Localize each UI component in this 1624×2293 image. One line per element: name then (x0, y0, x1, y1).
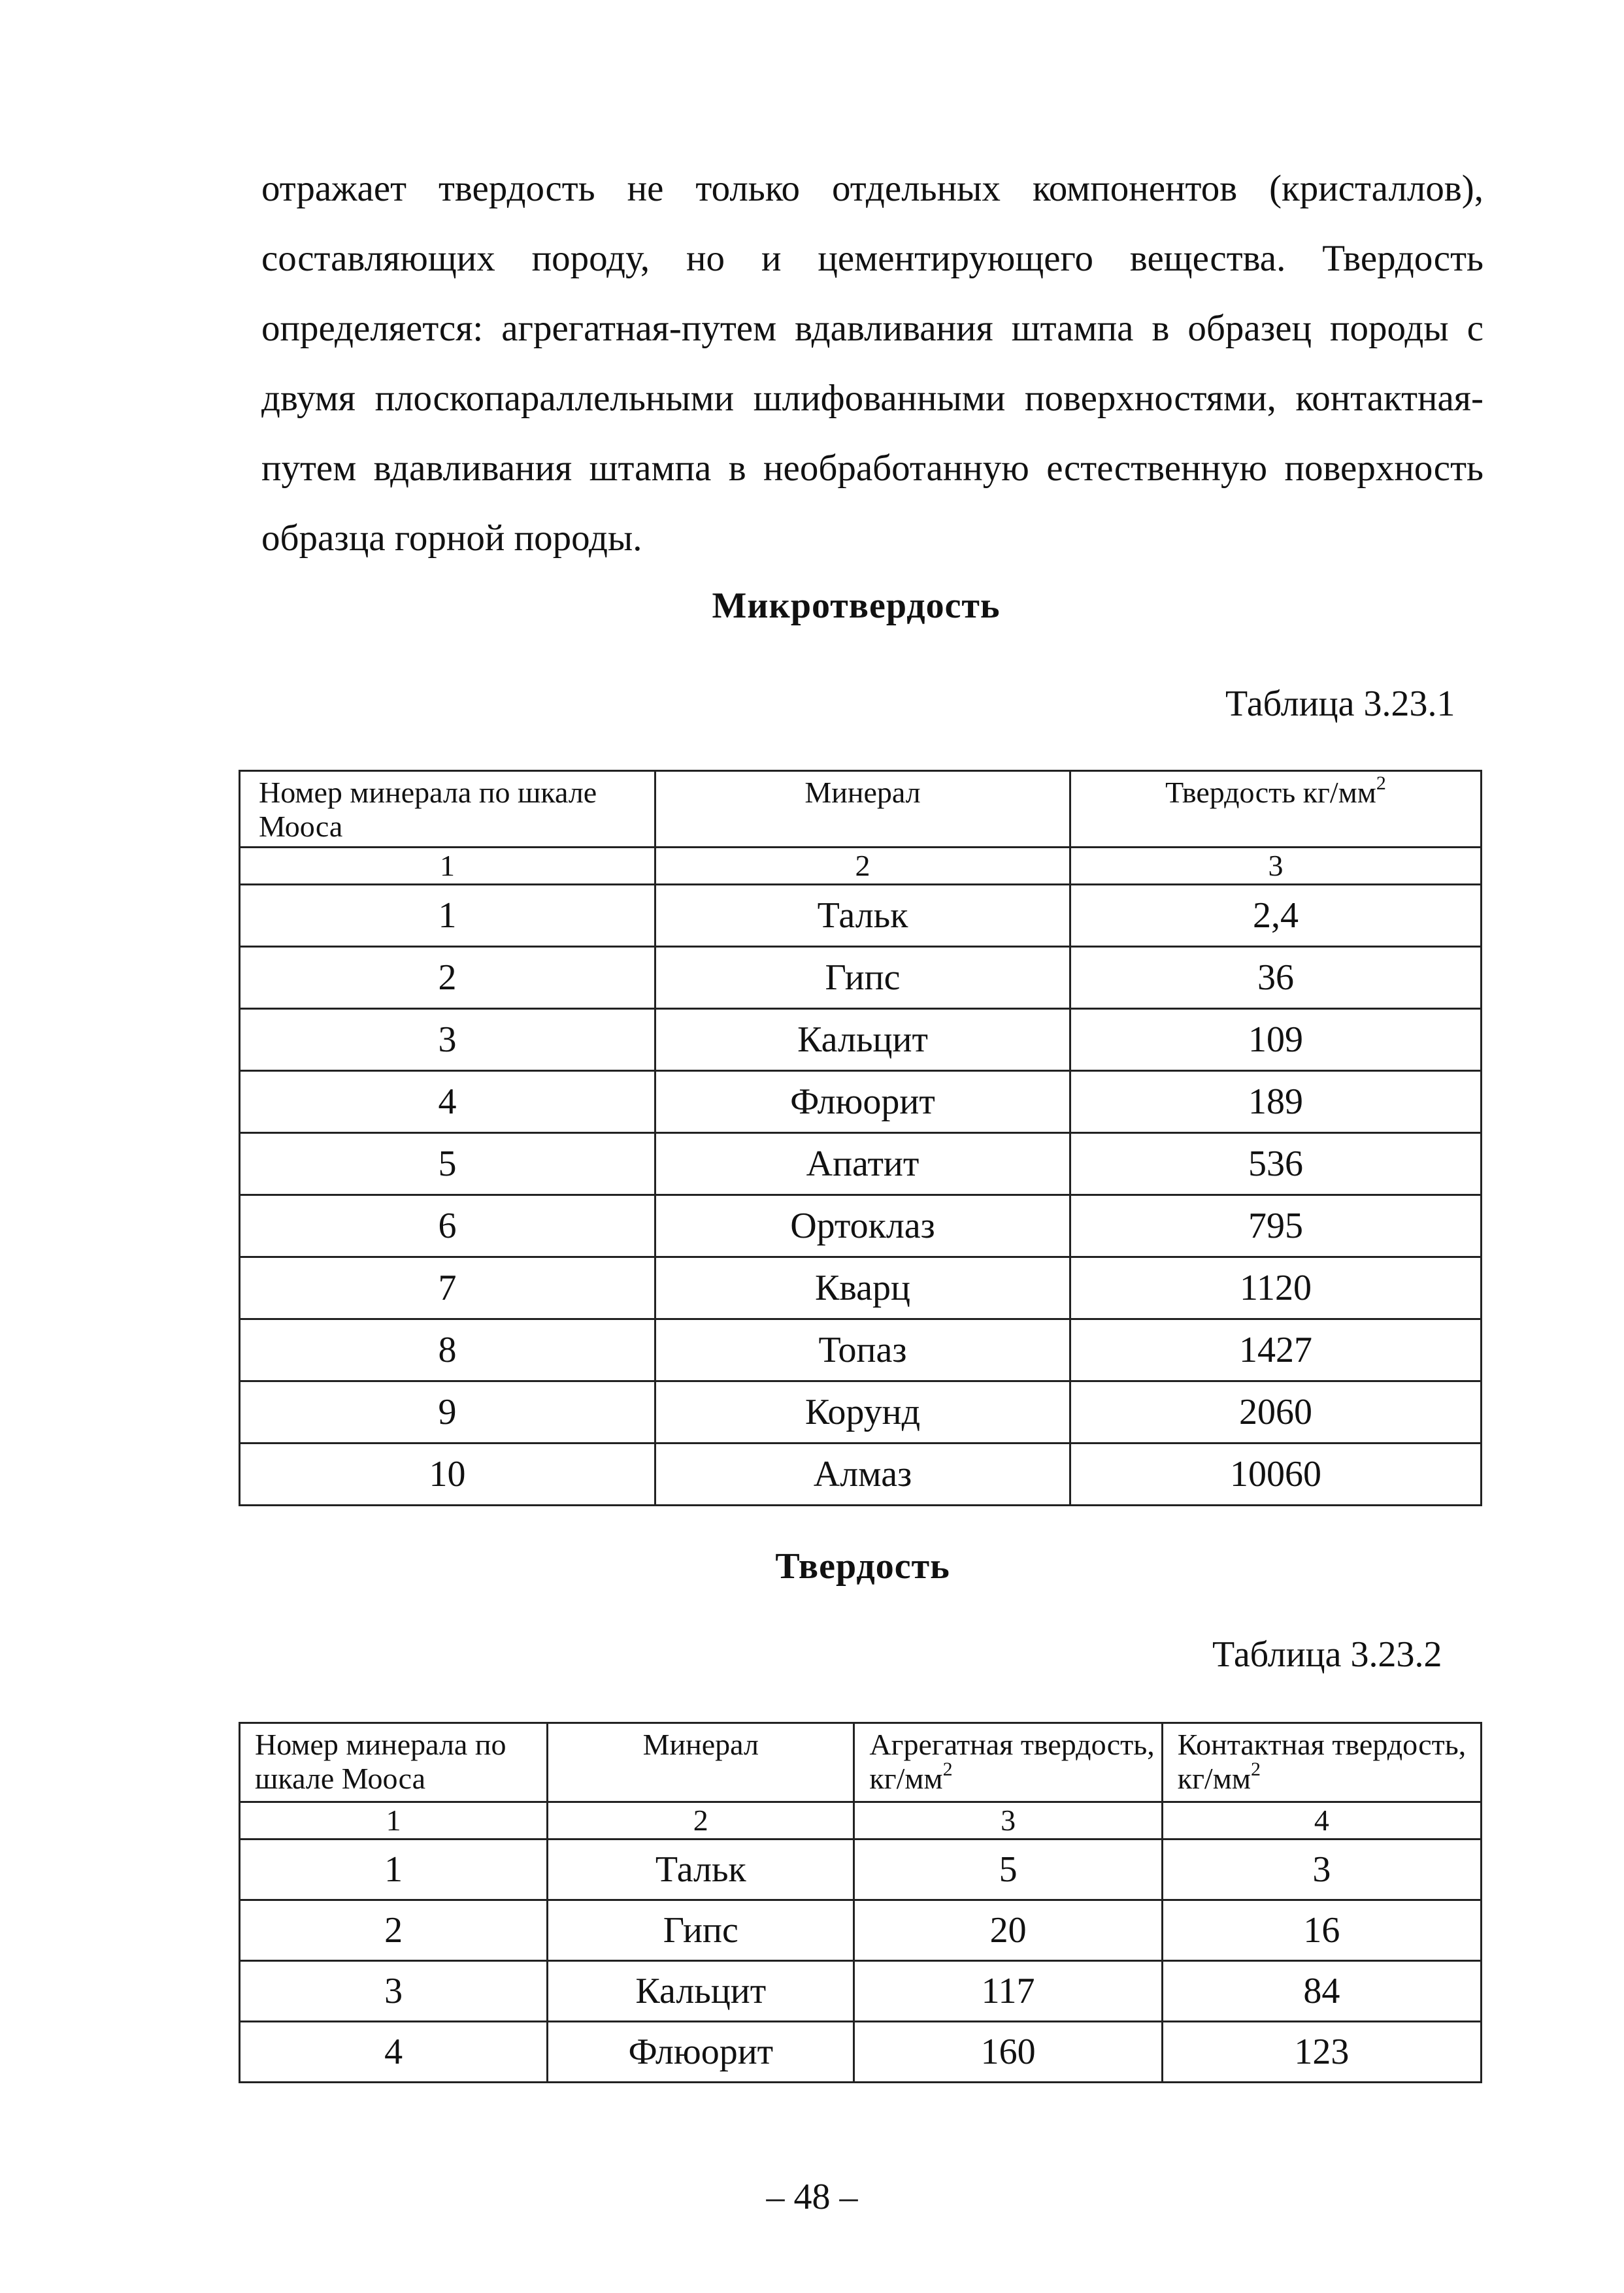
hardness-cell: 1427 (1070, 1319, 1482, 1381)
mineral-cell: Топаз (655, 1319, 1070, 1381)
mineral-cell: Апатит (655, 1133, 1070, 1195)
header-hardness: Твердость $кг/мм^2$ (1070, 771, 1482, 848)
aggregate-hardness-cell: 160 (854, 2022, 1162, 2083)
mineral-cell: Алмаз (655, 1443, 1070, 1506)
aggregate-hardness-cell: 5 (854, 1839, 1162, 1900)
mineral-cell: Флюорит (548, 2022, 854, 2083)
mohs-number-cell: 1 (240, 885, 655, 947)
column-number: 3 (854, 1802, 1162, 1839)
table-row (240, 1443, 1482, 1506)
mineral-cell: Флюорит (655, 1071, 1070, 1133)
mineral-cell: Кальцит (655, 1009, 1070, 1071)
mohs-number-cell: 1 (240, 1839, 548, 1900)
hardness-cell: 2,4 (1070, 885, 1482, 947)
header-mohs-number: Номер минерала по шкале Мооса (240, 771, 655, 848)
hardness-table (239, 1722, 1482, 2083)
mohs-number-cell: 9 (240, 1381, 655, 1443)
contact-hardness-cell: 123 (1162, 2022, 1481, 2083)
mineral-cell: Гипс (655, 947, 1070, 1009)
contact-hardness-cell: 16 (1162, 1900, 1481, 1961)
table-row (240, 1961, 1482, 2022)
table-row (240, 1381, 1482, 1443)
table-row (240, 1839, 1482, 1900)
header-mineral: Минерал (655, 771, 1070, 848)
column-number: 3 (1070, 848, 1482, 885)
table-header-row (240, 1723, 1482, 1802)
column-number: 2 (655, 848, 1070, 885)
hardness-cell: 189 (1070, 1071, 1482, 1133)
mineral-cell: Корунд (655, 1381, 1070, 1443)
mohs-number-cell: 4 (240, 1071, 655, 1133)
column-number: 2 (548, 1802, 854, 1839)
column-number: 4 (1162, 1802, 1481, 1839)
section-heading-microhardness: Микротвердость (712, 586, 1001, 626)
column-number: 1 (240, 1802, 548, 1839)
mineral-cell: Тальк (655, 885, 1070, 947)
column-number: 1 (240, 848, 655, 885)
table-row (240, 1195, 1482, 1257)
hardness-cell: 1120 (1070, 1257, 1482, 1319)
table-row (240, 885, 1482, 947)
table-row (240, 2022, 1482, 2083)
mineral-cell: Гипс (548, 1900, 854, 1961)
mineral-cell: Кальцит (548, 1961, 854, 2022)
table-caption-1: Таблица 3.23.1 (1225, 684, 1455, 724)
table-header-row (240, 771, 1482, 848)
body-paragraph: отражает твердость не только отдельных компонентов (кристаллов), составляющих породу, но и цементирующего вещества. Твердость определяется: агрегатная-путем вдавливания штампа в образец породы с двумя плоскопараллельными шлифованными поверхностями, контактная-путем вдавливания штампа в необработанную естественную поверхность образца горной породы. (261, 168, 1483, 559)
mohs-number-cell: 5 (240, 1133, 655, 1195)
header-mohs-number: Номер минерала по шкале Мооса (240, 1723, 548, 1802)
section-heading-hardness: Твердость (775, 1546, 950, 1587)
mohs-number-cell: 6 (240, 1195, 655, 1257)
mohs-number-cell: 3 (240, 1009, 655, 1071)
mineral-cell: Ортоклаз (655, 1195, 1070, 1257)
mohs-number-cell: 2 (240, 1900, 548, 1961)
aggregate-hardness-cell: 20 (854, 1900, 1162, 1961)
table-row (240, 1319, 1482, 1381)
contact-hardness-cell: 84 (1162, 1961, 1481, 2022)
table-caption-2: Таблица 3.23.2 (1212, 1634, 1442, 1675)
hardness-cell: 536 (1070, 1133, 1482, 1195)
table-row (240, 1133, 1482, 1195)
column-number-row (240, 1802, 1482, 1839)
page-number: – 48 – (766, 2177, 858, 2217)
mohs-number-cell: 10 (240, 1443, 655, 1506)
microhardness-table (239, 770, 1482, 1506)
hardness-cell: 10060 (1070, 1443, 1482, 1506)
table-row (240, 1071, 1482, 1133)
hardness-cell: 2060 (1070, 1381, 1482, 1443)
table-row (240, 1257, 1482, 1319)
table-row (240, 947, 1482, 1009)
mohs-number-cell: 8 (240, 1319, 655, 1381)
mohs-number-cell: 4 (240, 2022, 548, 2083)
header-mineral: Минерал (548, 1723, 854, 1802)
table-row (240, 1009, 1482, 1071)
aggregate-hardness-cell: 117 (854, 1961, 1162, 2022)
table-row (240, 1900, 1482, 1961)
hardness-cell: 109 (1070, 1009, 1482, 1071)
header-aggregate-hardness: Агрегатная твердость, $кг/мм^2$ (854, 1723, 1162, 1802)
hardness-cell: 795 (1070, 1195, 1482, 1257)
contact-hardness-cell: 3 (1162, 1839, 1481, 1900)
column-number-row (240, 848, 1482, 885)
hardness-cell: 36 (1070, 947, 1482, 1009)
mohs-number-cell: 3 (240, 1961, 548, 2022)
mineral-cell: Тальк (548, 1839, 854, 1900)
header-contact-hardness: Контактная твердость, $кг/мм^2$ (1162, 1723, 1481, 1802)
mineral-cell: Кварц (655, 1257, 1070, 1319)
mohs-number-cell: 7 (240, 1257, 655, 1319)
mohs-number-cell: 2 (240, 947, 655, 1009)
